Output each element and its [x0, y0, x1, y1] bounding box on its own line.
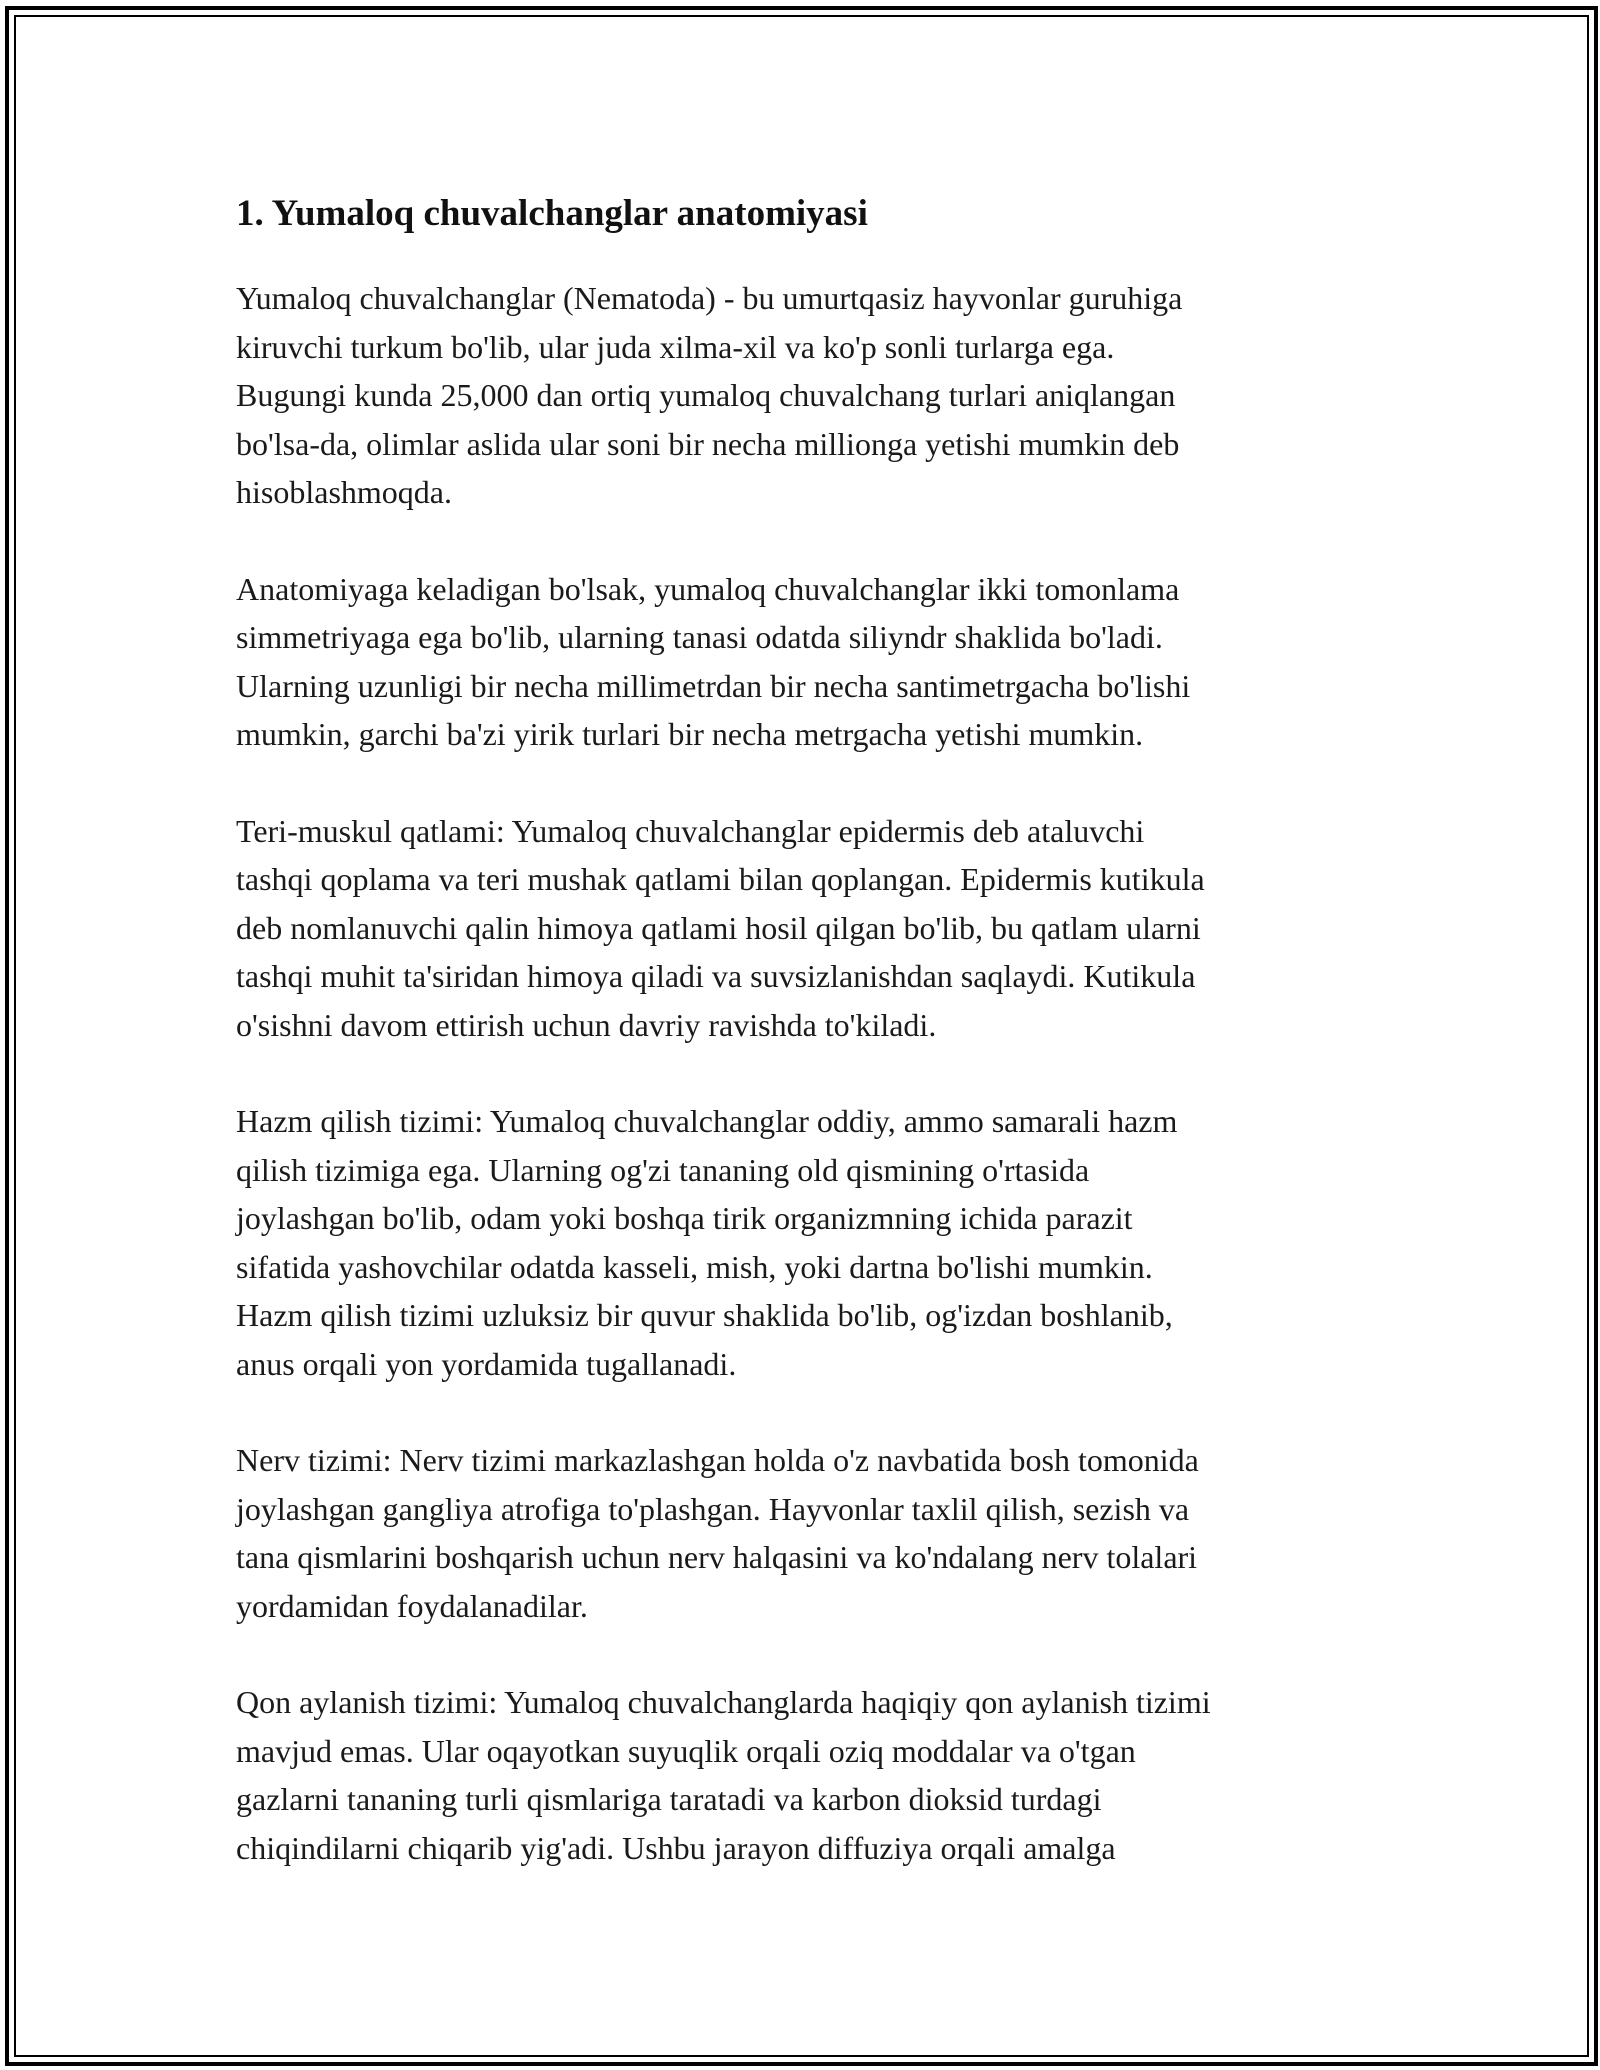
paragraph-circulatory-system: Qon aylanish tizimi: Yumaloq chuvalchanglarda haqiqiy qon aylanish tizimi mavjud emas. Ular oqayotkan suyuqlik orqali oziq moddalar va o'tgan gazlarni tananing turli qismlariga taratadi va karbon dioksid turdagi chiqindilarni chiqarib yig'adi. Ushbu jarayon diffuziya orqali amalga	[236, 1684, 1211, 1866]
paragraph-anatomy: Anatomiyaga keladigan bo'lsak, yumaloq chuvalchanglar ikki tomonlama simmetriyaga ega bo'lib, ularning tanasi odatda siliyndr shaklida bo'ladi. Ularning uzunligi bir necha millimetrdan bir necha santimetrgacha bo'lishi mumkin, garchi ba'zi yirik turlari bir necha metrgacha yetishi mumkin.	[236, 570, 1191, 752]
paragraph-skin-muscle-layer: Teri-muskul qatlami: Yumaloq chuvalchanglar epidermis deb ataluvchi tashqi qoplama va teri mushak qatlami bilan qoplangan. Epidermis kutikula deb nomlanuvchi qalin himoya qatlami hosil qilgan bo'lib, bu qatlam ularni tashqi muhit ta'siridan himoya qiladi va suvsizlanishdan saqlaydi. Kutikula o'sishni davom ettirish uchun davriy ravishda to'kiladi.	[236, 812, 1205, 1043]
document-title: 1. Yumaloq chuvalchanglar anatomiyasi	[236, 193, 868, 234]
document-body	[236, 188, 1411, 1920]
paragraph-nervous-system: Nerv tizimi: Nerv tizimi markazlashgan holda o'z navbatida bosh tomonida joylashgan gangliya atrofiga to'plashgan. Hayvonlar taxlil qilish, sezish va tana qismlarini boshqarish uchun nerv halqasini va ko'ndalang nerv tolalari yordamidan foydalanadilar.	[236, 1442, 1199, 1624]
paragraph-digestive-system: Hazm qilish tizimi: Yumaloq chuvalchanglar oddiy, ammo samarali hazm qilish tizimiga ega. Ularning og'zi tananing old qismining o'rtasida joylashgan bo'lib, odam yoki boshqa tirik organizmning ichida parazit sifatida yashovchilar odatda kasseli, mish, yoki dartna bo'lishi mumkin. Hazm qilish tizimi uzluksiz bir quvur shaklida bo'lib, og'izdan boshlanib, anus orqali yon yordamida tugallanadi.	[236, 1103, 1178, 1382]
paragraph-introduction: Yumaloq chuvalchanglar (Nematoda) - bu umurtqasiz hayvonlar guruhiga kiruvchi turkum bo'lib, ular juda xilma-xil va ko'p sonli turlarga ega. Bugungi kunda 25,000 dan ortiq yumaloq chuvalchang turlari aniqlangan bo'lsa-da, olimlar aslida ular soni bir necha millionga yetishi mumkin deb hisoblashmoqda.	[236, 280, 1183, 510]
